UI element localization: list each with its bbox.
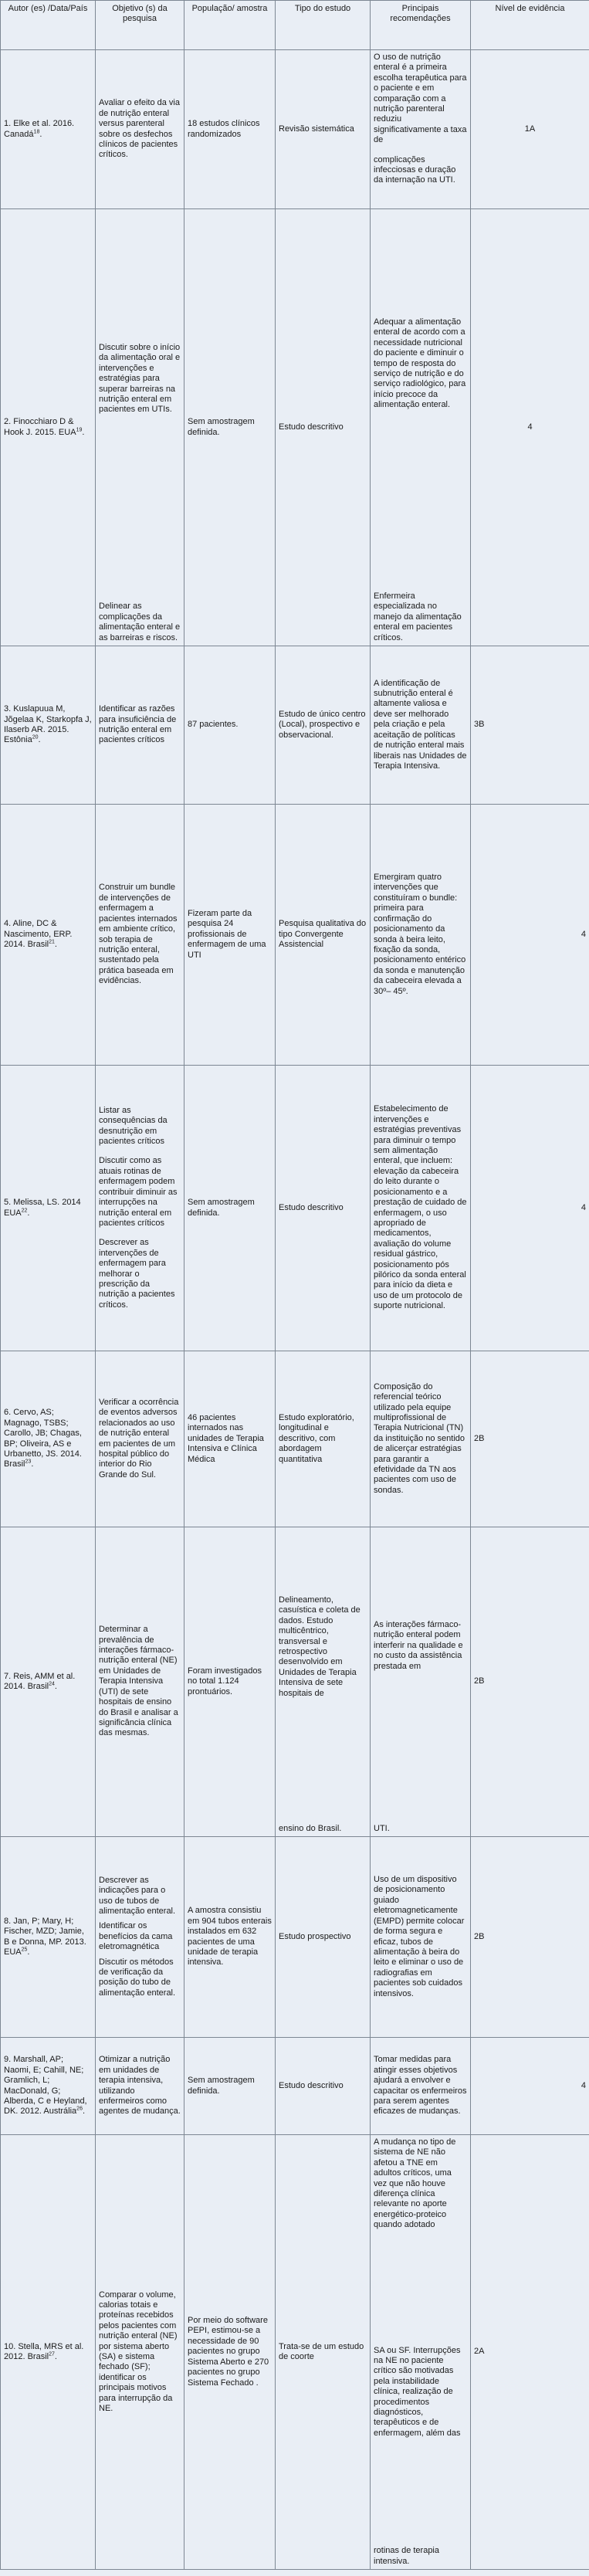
cell-nivel: 4	[471, 209, 589, 646]
cell-autor: 6. Cervo, AS; Magnago, TSBS; Carollo, JB; Chagas, BP; Oliveira, AS e Urbanetto, JS. 2014. Brasil$^{23}$.	[1, 1351, 96, 1527]
cell-tipo: Estudo descritivo	[276, 209, 371, 646]
cell-objetivo: Descrever as indicações para o uso de tubos de alimentação enteral. Identificar os benefícios da cama eletromagnética Discutir os métodos de verificação da posição do tubo de alimentação enteral.	[96, 1837, 184, 2038]
table-row	[1, 646, 589, 805]
table-row	[1, 50, 589, 209]
table-row	[1, 805, 589, 1066]
cell-autor: 7. Reis, AMM et al. 2014. Brasil$^{24}$.	[1, 1527, 96, 1837]
cell-populacao: Sem amostragem definida.	[184, 2038, 276, 2135]
cell-recomendacoes: A mudança no tipo de sistema de NE não afetou a TNE em adultos críticos, uma vez que não houve diferença clínica relevante no aporte energético-proteico quando adotado SA ou SF. Interrupções na NE no paciente crítico são motivadas pela instabilidade clínica, realização de procedimentos diagnósticos, terapêuticos e de enfermagem, além das rotinas de terapia intensiva.	[371, 2135, 471, 2570]
cell-objetivo: Verificar a ocorrência de eventos adversos relacionados ao uso de nutrição enteral em pacientes de um hospital público do interior do Rio Grande do Sul.	[96, 1351, 184, 1527]
cell-recomendacoes: Composição do referencial teórico utilizado pela equipe multiprofissional de Terapia Nutricional (TN) da instituição no sentido de alicerçar estratégias para garantir a efetividade da TN aos pacientes com uso de sondas.	[371, 1351, 471, 1527]
cell-autor: 2. Finocchiaro D & Hook J. 2015. EUA$^{19}$.	[1, 209, 96, 646]
cell-nivel: 1A	[471, 50, 589, 209]
cell-objetivo: Avaliar o efeito da via de nutrição enteral versus parenteral sobre os desfechos clínicos de pacientes críticos.	[96, 50, 184, 209]
table-row	[1, 2135, 589, 2570]
table-row	[1, 209, 589, 646]
cell-recomendacoes: Adequar a alimentação enteral de acordo com a necessidade nutricional do paciente e diminuir o tempo de resposta do serviço de nutrição e do serviço radiológico, para início precoce da alimentação enteral. Enfermeira especializada no manejo da alimentação enteral em pacientes críticos.	[371, 209, 471, 646]
cell-tipo: Estudo descritivo	[276, 1066, 371, 1351]
cell-populacao: Sem amostragem definida.	[184, 1066, 276, 1351]
cell-autor: 1. Elke et al. 2016. Canadá$^{18}$.	[1, 50, 96, 209]
cell-nivel: 2B	[471, 1837, 589, 2038]
table-row	[1, 1837, 589, 2038]
cell-tipo: Estudo prospectivo	[276, 1837, 371, 2038]
cell-objetivo: Determinar a prevalência de interações fármaco-nutrição enteral (NE) em Unidades de Terapia Intensiva (UTI) de sete hospitais de ensino do Brasil e analisar a significância clínica das mesmas.	[96, 1527, 184, 1837]
header-tipo: Tipo do estudo	[276, 1, 371, 50]
table-row	[1, 1066, 589, 1351]
cell-tipo: Trata-se de um estudo de coorte	[276, 2135, 371, 2570]
cell-tipo: Estudo de único centro (Local), prospectivo e observacional.	[276, 646, 371, 805]
header-nivel: Nível de evidência	[471, 1, 589, 50]
cell-autor: 10. Stella, MRS et al. 2012. Brasil$^{27}$.	[1, 2135, 96, 2570]
header-row	[1, 1, 589, 50]
header-autor: Autor (es) /Data/País	[1, 1, 96, 50]
cell-populacao: 46 pacientes internados nas unidades de Terapia Intensiva e Clínica Médica	[184, 1351, 276, 1527]
cell-recomendacoes: Tomar medidas para atingir esses objetivos ajudará a envolver e capacitar os enfermeiros para serem agentes eficazes de mudanças.	[371, 2038, 471, 2135]
cell-recomendacoes: O uso de nutrição enteral é a primeira escolha terapêutica para o paciente e em comparação com a nutrição parenteral reduziu significativamente a taxa de complicações infecciosas e duração da internação na UTI.	[371, 50, 471, 209]
cell-populacao: 87 pacientes.	[184, 646, 276, 805]
cell-nivel: 4	[471, 1066, 589, 1351]
cell-tipo: Estudo descritivo	[276, 2038, 371, 2135]
cell-objetivo: Identificar as razões para insuficiência de nutrição enteral em pacientes críticos	[96, 646, 184, 805]
cell-recomendacoes: A identificação de subnutrição enteral é altamente valiosa e deve ser melhorado pela criação e pela aceitação de políticas de nutrição enteral mais liberais nas Unidades de Terapia Intensiva.	[371, 646, 471, 805]
cell-nivel: 2B	[471, 1351, 589, 1527]
cell-populacao: A amostra consistiu em 904 tubos enterais instalados em 632 pacientes de uma unidade de terapia intensiva.	[184, 1837, 276, 2038]
header-objetivo: Objetivo (s) da pesquisa	[96, 1, 184, 50]
cell-objetivo: Comparar o volume, calorias totais e proteínas recebidos pelos pacientes com nutrição enteral (NE) por sistema aberto (SA) e sistema fechado (SF); identificar os principais motivos para interrupção da NE.	[96, 2135, 184, 2570]
header-populacao: População/ amostra	[184, 1, 276, 50]
cell-recomendacoes: Uso de um dispositivo de posicionamento guiado eletromagneticamente (EMPD) permite colocar de forma segura e eficaz, tubos de alimentação à beira do leito e eliminar o uso de radiografias em pacientes sob cuidados intensivos.	[371, 1837, 471, 2038]
table-row	[1, 1351, 589, 1527]
cell-populacao: Foram investigados no total 1.124 prontuários.	[184, 1527, 276, 1837]
cell-autor: 5. Melissa, LS. 2014 EUA$^{22}$.	[1, 1066, 96, 1351]
cell-nivel: 2A	[471, 2135, 589, 2570]
cell-objetivo: Listar as consequências da desnutrição em pacientes críticos Discutir como as atuais rotinas de enfermagem podem contribuir diminuir as interrupções na nutrição enteral em pacientes críticos Descrever as intervenções de enfermagem para melhorar o prescrição da nutrição a pacientes críticos.	[96, 1066, 184, 1351]
cell-tipo: Revisão sistemática	[276, 50, 371, 209]
cell-recomendacoes: As interações fármaco-nutrição enteral podem interferir na qualidade e no custo da assistência prestada em UTI.	[371, 1527, 471, 1837]
cell-autor: 8. Jan, P; Mary, H; Fischer, MZD; Jamie, B e Donna, MP. 2013. EUA$^{25}$.	[1, 1837, 96, 2038]
cell-objetivo: Otimizar a nutrição em unidades de terapia intensiva, utilizando enfermeiros como agentes de mudança.	[96, 2038, 184, 2135]
cell-populacao: Por meio do software PEPI, estimou-se a necessidade de 90 pacientes no grupo Sistema Aberto e 270 pacientes no grupo Sistema Fechado .	[184, 2135, 276, 2570]
cell-autor: 9. Marshall, AP; Naomi, E; Cahill, NE; Gramlich, L; MacDonald, G; Alberda, C e Heyland, DK. 2012. Austrália$^{26}$.	[1, 2038, 96, 2135]
cell-tipo: Estudo exploratório, longitudinal e descritivo, com abordagem quantitativa	[276, 1351, 371, 1527]
cell-populacao: 18 estudos clínicos randomizados	[184, 50, 276, 209]
cell-tipo: Pesquisa qualitativa do tipo Convergente Assistencial	[276, 805, 371, 1066]
cell-nivel: 4	[471, 805, 589, 1066]
cell-nivel: 2B	[471, 1527, 589, 1837]
header-recomendacoes: Principais recomendações	[371, 1, 471, 50]
cell-recomendacoes: Emergiram quatro intervenções que constituíram o bundle: primeira para confirmação do posicionamento da sonda à beira leito, fixação da sonda, posicionamento entérico da sonda e manutenção da cabeceira elevada a 30º– 45º.	[371, 805, 471, 1066]
cell-populacao: Fizeram parte da pesquisa 24 profissionais de enfermagem de uma UTI	[184, 805, 276, 1066]
cell-objetivo: Discutir sobre o início da alimentação oral e intervenções e estratégias para superar barreiras na nutrição enteral em pacientes em UTIs. Delinear as complicações da alimentação enteral e as barreiras e riscos.	[96, 209, 184, 646]
cell-nivel: 4	[471, 2038, 589, 2135]
cell-recomendacoes: Estabelecimento de intervenções e estratégias preventivas para diminuir o tempo sem alimentação enteral, que incluem: elevação da cabeceira do leito durante o posicionamento e a prestação de cuidado de enfermagem, o uso apropriado de medicamentos, avaliação do volume residual gástrico, posicionamento pós pilórico da sonda enteral para início da dieta e uso de um protocolo de suporte nutricional.	[371, 1066, 471, 1351]
cell-autor: 4. Aline, DC & Nascimento, ERP. 2014. Brasil$^{21}$.	[1, 805, 96, 1066]
cell-populacao: Sem amostragem definida.	[184, 209, 276, 646]
table-row	[1, 1527, 589, 1837]
cell-tipo: Delineamento, casuística e coleta de dados. Estudo multicêntrico, transversal e retrospectivo desenvolvido em Unidades de Terapia Intensiva de sete hospitais de ensino do Brasil.	[276, 1527, 371, 1837]
table-row	[1, 2038, 589, 2135]
cell-objetivo: Construir um bundle de intervenções de enfermagem a pacientes internados em ambiente crítico, sob terapia de nutrição enteral, sustentado pela prática baseada em evidências.	[96, 805, 184, 1066]
cell-autor: 3. Kuslapuua M, Jõgelaa K, Starkopfa J, Ilaserb AR. 2015. Estônia$^{20}$.	[1, 646, 96, 805]
cell-nivel: 3B	[471, 646, 589, 805]
